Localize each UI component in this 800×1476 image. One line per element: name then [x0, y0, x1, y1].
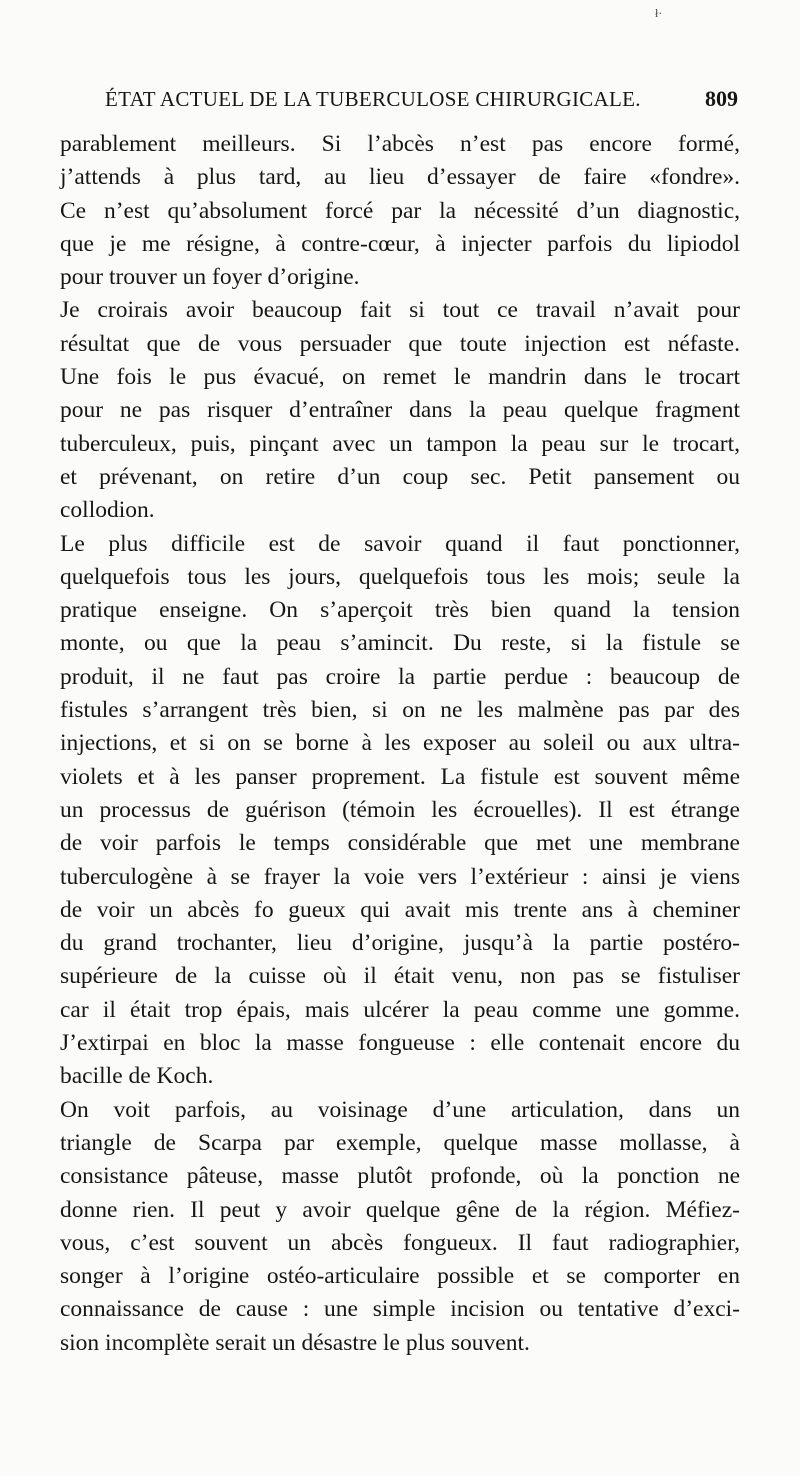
- text-line: Ce n’est qu’absolument forcé par la nécessité d’un diagnostic,: [60, 197, 740, 224]
- text-line: de voir parfois le temps considérable que met une membrane: [60, 830, 740, 857]
- text-line: parablement meilleurs. Si l’abcès n’est pas encore formé,: [60, 131, 740, 157]
- text-line: pour ne pas risquer d’entraîner dans la peau quelque fragment: [60, 397, 740, 424]
- text-line: tuberculeux, puis, pinçant avec un tampon la peau sur le trocart,: [60, 430, 740, 457]
- text-line: supérieure de la cuisse où il était venu, non pas se fistuliser: [60, 963, 740, 990]
- page-number: 809: [705, 86, 738, 111]
- text-line: du grand trochanter, lieu d’origine, jusqu’à la partie postéro-: [60, 930, 740, 957]
- text-line: bacille de Koch.: [60, 1063, 214, 1090]
- page-header: [105, 86, 738, 116]
- text-line: de voir un abcès fo gueux qui avait mis trente ans à cheminer: [60, 896, 740, 923]
- text-line: tuberculogène à se frayer la voie vers l’extérieur : ainsi je viens: [60, 863, 740, 890]
- text-line: pour trouver un foyer d’origine.: [60, 264, 360, 291]
- text-line: j’attends à plus tard, au lieu d’essayer de faire «fondre».: [60, 164, 740, 191]
- text-line: un processus de guérison (témoin les écrouelles). Il est étrange: [60, 796, 740, 823]
- text-line: On voit parfois, au voisinage d’une articulation, dans un: [60, 1096, 740, 1123]
- body-text: [60, 128, 740, 1360]
- text-line: pratique enseigne. On s’aperçoit très bien quand la tension: [60, 597, 740, 624]
- corner-mark: ł·: [655, 6, 663, 20]
- text-line: car il était trop épais, mais ulcérer la peau comme une gomme.: [60, 996, 740, 1023]
- text-line: que je me résigne, à contre-cœur, à injecter parfois du lipiodol: [60, 230, 740, 257]
- text-line: J’extirpai en bloc la masse fongueuse : elle contenait encore du: [60, 1030, 740, 1057]
- text-line: consistance pâteuse, masse plutôt profonde, où la ponction ne: [60, 1163, 740, 1190]
- text-line: donne rien. Il peut y avoir quelque gêne de la région. Méfiez-: [60, 1196, 740, 1223]
- text-line: triangle de Scarpa par exemple, quelque masse mollasse, à: [60, 1129, 740, 1156]
- text-line: injections, et si on se borne à les exposer au soleil ou aux ultra-: [60, 730, 740, 757]
- text-line: fistules s’arrangent très bien, si on ne les malmène pas par des: [60, 697, 740, 724]
- text-line: et prévenant, on retire d’un coup sec. Petit pansement ou: [60, 463, 740, 490]
- text-line: songer à l’origine ostéo-articulaire possible et se comporter en: [60, 1263, 740, 1290]
- text-line: Je croirais avoir beaucoup fait si tout ce travail n’avait pour: [60, 297, 740, 324]
- text-line: monte, ou que la peau s’amincit. Du reste, si la fistule se: [60, 630, 740, 657]
- text-line: collodion.: [60, 497, 155, 524]
- running-title: ÉTAT ACTUEL DE LA TUBERCULOSE CHIRURGICALE.: [105, 87, 641, 111]
- text-line: connaissance de cause : une simple incision ou tentative d’exci-: [60, 1296, 740, 1323]
- text-line: Une fois le pus évacué, on remet le mandrin dans le trocart: [60, 364, 740, 391]
- text-line: vous, c’est souvent un abcès fongueux. Il faut radiographier,: [60, 1229, 740, 1256]
- text-line: sion incomplète serait un désastre le plus souvent.: [60, 1329, 530, 1356]
- text-line: résultat que de vous persuader que toute injection est néfaste.: [60, 330, 740, 357]
- text-line: violets et à les panser proprement. La fistule est souvent même: [60, 763, 740, 790]
- text-line: Le plus difficile est de savoir quand il faut ponctionner,: [60, 530, 740, 557]
- text-line: quelquefois tous les jours, quelquefois tous les mois; seule la: [60, 563, 740, 590]
- text-line: produit, il ne faut pas croire la partie perdue : beaucoup de: [60, 663, 740, 690]
